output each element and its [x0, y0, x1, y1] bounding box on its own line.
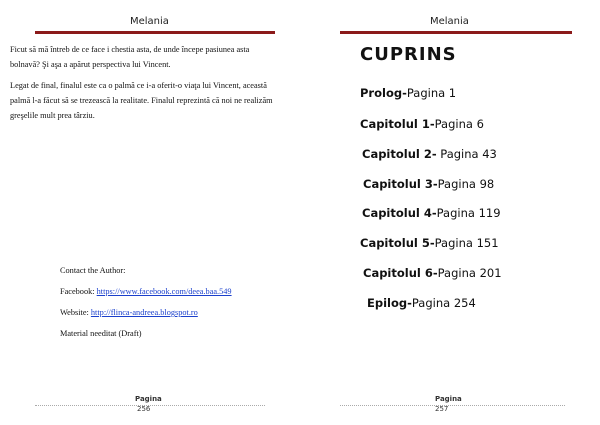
toc-entry-page: Pagina 43 [436, 147, 497, 161]
toc-entry-chapter-4[interactable] [362, 206, 501, 220]
toc-entry-title: Capitolul 4- [362, 206, 437, 220]
toc-entry-title: Capitolul 6- [363, 266, 438, 280]
footer-page-number: 257 [435, 405, 449, 413]
facebook-label: Facebook: [60, 287, 97, 296]
author-contact [60, 266, 232, 350]
footer-page-number: 256 [137, 405, 151, 413]
toc-entry-page: Pagina 254 [411, 296, 476, 310]
toc-entry-page: Pagina 201 [437, 266, 502, 280]
draft-note: Material needitat (Draft) [60, 329, 142, 338]
website-label: Website: [60, 308, 91, 317]
toc-entry-chapter-6[interactable] [363, 266, 502, 280]
toc-entry-page: Pagina 98 [437, 177, 495, 191]
toc-entry-title: Capitolul 5- [360, 236, 435, 250]
footer-page-label: Pagina [135, 395, 162, 403]
website-line [60, 308, 232, 329]
toc-entry-prolog[interactable] [360, 86, 456, 100]
paragraph: Legat de final, finalul este ca o palmă ce i-a oferit-o viaţa lui Vincent, această palmă l-a făcut să se trezească la realitate. Finalul reprezintă că noi ne realizăm greşelile mult prea târziu. [10, 81, 273, 120]
toc-entry-title: Epilog- [367, 296, 412, 310]
footer-rule [340, 405, 565, 406]
toc-entry-chapter-1[interactable] [360, 117, 484, 131]
facebook-link[interactable]: https://www.facebook.com/deea.baa.549 [96, 287, 232, 296]
header-rule [340, 31, 572, 34]
paragraph: Ficut să mă întreb de ce face i chestia asta, de unde începe pasiunea asta bolnavă? Şi aşa a apărut perspectiva lui Vincent. [10, 45, 250, 69]
contact-heading: Contact the Author: [60, 266, 126, 275]
toc-entry-chapter-2[interactable] [362, 147, 497, 161]
toc-entry-page: Pagina 151 [434, 236, 499, 250]
toc-entry-title: Prolog- [360, 86, 407, 100]
toc-entry-title: Capitolul 3- [363, 177, 438, 191]
toc-entry-title: Capitolul 2- [362, 147, 437, 161]
toc-entry-epilog[interactable] [367, 296, 476, 310]
body-text [10, 42, 275, 129]
toc-entry-title: Capitolul 1- [360, 117, 435, 131]
website-link[interactable]: http://flinca-andreea.blogspot.ro [90, 308, 198, 317]
toc-entry-chapter-5[interactable] [360, 236, 499, 250]
header-rule [35, 31, 275, 34]
page-header-title: Melania [430, 16, 469, 27]
page-header-title: Melania [130, 16, 169, 27]
toc-entry-chapter-3[interactable] [363, 177, 494, 191]
toc-entry-page: Pagina 1 [406, 86, 457, 100]
right-page [300, 0, 600, 425]
facebook-line [60, 287, 232, 308]
toc-entry-page: Pagina 6 [434, 117, 484, 131]
toc-entry-page: Pagina 119 [436, 206, 501, 220]
footer-page-label: Pagina [435, 395, 462, 403]
toc-title: CUPRINS [360, 44, 457, 65]
